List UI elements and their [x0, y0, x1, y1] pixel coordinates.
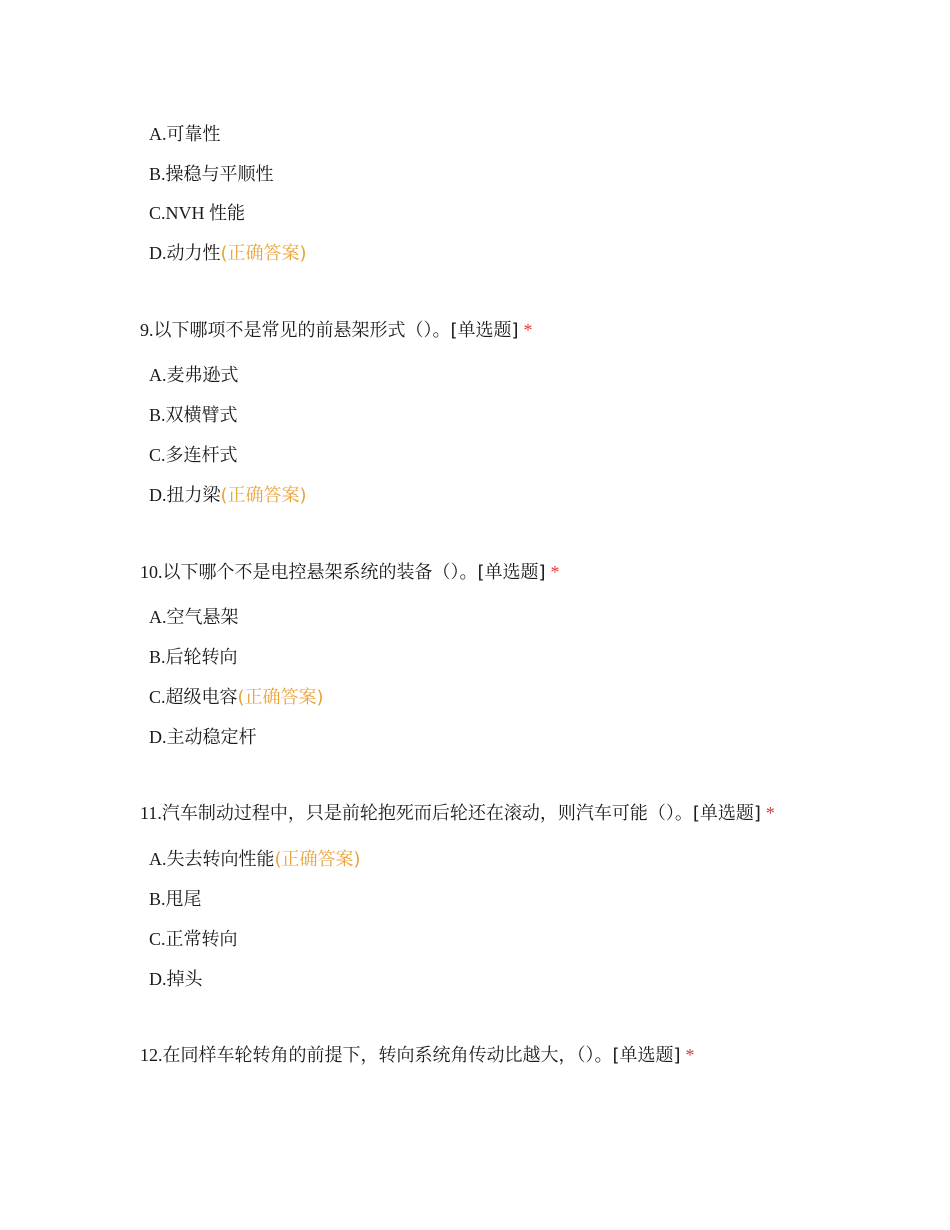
- question-number: 10.: [140, 562, 163, 582]
- q11-option-c: [149, 927, 238, 952]
- question-text: 在同样车轮转角的前提下，转向系统角传动比越大，（）。: [162, 1045, 613, 1066]
- option-text: 双横臂式: [165, 405, 238, 426]
- option-text: 动力性: [166, 243, 221, 264]
- q8-option-d: [149, 241, 307, 266]
- q8-option-b: [149, 162, 274, 187]
- option-letter: A.: [149, 365, 167, 385]
- option-letter: D.: [149, 485, 167, 505]
- correct-answer-tag: (正确答案): [220, 485, 307, 506]
- option-letter: D.: [149, 727, 167, 747]
- question-text: 汽车制动过程中，只是前轮抱死而后轮还在滚动，则汽车可能（）。: [161, 803, 693, 824]
- option-text: 空气悬架: [166, 607, 239, 628]
- option-letter: D.: [149, 969, 167, 989]
- option-text: 多连杆式: [165, 445, 238, 466]
- option-text: 麦弗逊式: [166, 365, 239, 386]
- question-type: [单选题]: [477, 562, 546, 583]
- q10-option-d: [149, 725, 257, 750]
- q9-option-c: [149, 443, 238, 468]
- q8-option-a: [149, 122, 221, 147]
- option-text: 掉头: [166, 969, 203, 990]
- option-letter: B.: [149, 889, 166, 909]
- option-letter: C.: [149, 445, 166, 465]
- question-number: 9.: [140, 320, 154, 340]
- option-letter: A.: [149, 849, 167, 869]
- option-letter: B.: [149, 405, 166, 425]
- q11-title: [140, 801, 775, 826]
- q8-option-c: [149, 201, 245, 226]
- q9-title: [140, 318, 533, 343]
- option-letter: C.: [149, 203, 166, 223]
- option-text: 可靠性: [166, 124, 221, 145]
- option-text: 扭力梁: [166, 485, 221, 506]
- question-type: [单选题]: [612, 1045, 681, 1066]
- required-marker: *: [550, 562, 560, 582]
- question-type: [单选题]: [450, 320, 519, 341]
- option-text: 甩尾: [165, 889, 202, 910]
- question-type: [单选题]: [692, 803, 761, 824]
- option-text: 操稳与平顺性: [165, 164, 274, 185]
- required-marker: *: [765, 803, 775, 823]
- q10-title: [140, 560, 560, 585]
- question-number: 11.: [140, 803, 162, 823]
- q10-option-c: [149, 685, 324, 710]
- q9-option-d: [149, 483, 307, 508]
- q9-option-b: [149, 403, 238, 428]
- option-text: 主动稳定杆: [166, 727, 257, 748]
- option-text: NVH 性能: [165, 203, 246, 223]
- option-letter: B.: [149, 647, 166, 667]
- correct-answer-tag: (正确答案): [220, 243, 307, 264]
- question-number: 12.: [140, 1045, 163, 1065]
- question-text: 以下哪个不是电控悬架系统的装备（）。: [162, 562, 478, 583]
- option-letter: B.: [149, 164, 166, 184]
- correct-answer-tag: (正确答案): [274, 849, 361, 870]
- option-letter: A.: [149, 124, 167, 144]
- option-letter: C.: [149, 687, 166, 707]
- required-marker: *: [685, 1045, 695, 1065]
- question-text: 以下哪项不是常见的前悬架形式（）。: [153, 320, 451, 341]
- option-text: 正常转向: [165, 929, 238, 950]
- q11-option-b: [149, 887, 202, 912]
- q10-option-a: [149, 605, 239, 630]
- q11-option-a: [149, 847, 361, 872]
- option-text: 后轮转向: [165, 647, 238, 668]
- option-letter: D.: [149, 243, 167, 263]
- q10-option-b: [149, 645, 238, 670]
- required-marker: *: [523, 320, 533, 340]
- option-text: 超级电容: [165, 687, 238, 708]
- option-text: 失去转向性能: [166, 849, 275, 870]
- option-letter: C.: [149, 929, 166, 949]
- q12-title: [140, 1043, 695, 1068]
- option-letter: A.: [149, 607, 167, 627]
- q9-option-a: [149, 363, 239, 388]
- q11-option-d: [149, 967, 203, 992]
- correct-answer-tag: (正确答案): [237, 687, 324, 708]
